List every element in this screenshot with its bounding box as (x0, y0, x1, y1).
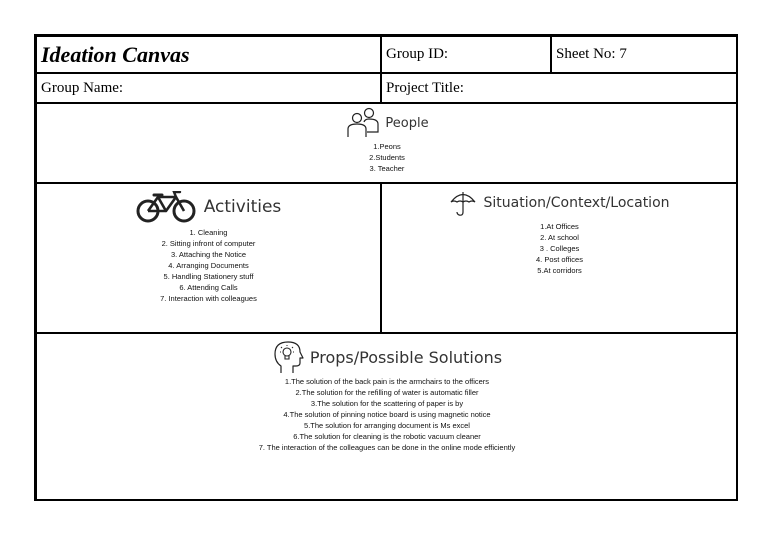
list-item: 6. Attending Calls (179, 283, 238, 292)
props-section (36, 333, 738, 501)
props-title: Props/Possible Solutions (309, 347, 503, 367)
bicycle-icon (136, 191, 198, 223)
people-header (37, 107, 737, 139)
list-item: 6.The solution for cleaning is the robotic vacuum cleaner (293, 432, 481, 441)
activities-title: Activities (203, 197, 282, 217)
people-list (37, 141, 737, 174)
list-item: 1.Peons (373, 142, 401, 151)
list-item: 4. Arranging Documents (168, 261, 249, 270)
sheet-number-field (551, 36, 738, 73)
list-item: 2. Sitting infront of computer (161, 239, 256, 248)
group-name-field (36, 73, 381, 103)
list-item: 2.Students (369, 153, 405, 162)
people-icon (345, 107, 379, 139)
list-item: 1.At Offices (540, 222, 579, 231)
list-item: 3.The solution for the scattering of paper is by (310, 399, 464, 408)
situation-list (382, 221, 737, 276)
list-item: 5.At corridors (537, 266, 582, 275)
people-section (36, 103, 738, 183)
canvas-title (36, 36, 381, 73)
list-item: 3 . Colleges (539, 244, 580, 253)
list-item: 5.The solution for arranging document is Ms excel (304, 421, 470, 430)
canvas-title-text: Ideation Canvas (41, 41, 190, 67)
list-item: 3. Teacher (369, 164, 405, 173)
list-item: 3. Attaching the Notice (170, 250, 247, 259)
sheet-number-label: Sheet No: 7 (556, 46, 627, 62)
situation-title: Situation/Context/Location (483, 195, 670, 211)
people-title: People (385, 115, 429, 131)
ideation-canvas (34, 34, 738, 501)
list-item: 4.The solution of pinning notice board is using magnetic notice (283, 410, 491, 419)
group-id-label: Group ID: (386, 46, 449, 62)
group-id-field (381, 36, 551, 73)
situation-section (381, 183, 738, 333)
project-title-label: Project Title: (386, 79, 464, 96)
activities-header (37, 191, 380, 223)
props-list (37, 376, 737, 453)
list-item: 1. Cleaning (189, 228, 228, 237)
list-item: 2. At school (540, 233, 579, 242)
list-item: 1.The solution of the back pain is the armchairs to the officers (284, 377, 490, 386)
project-title-field (381, 73, 738, 103)
list-item: 4. Post offices (536, 255, 583, 264)
activities-list (37, 227, 380, 304)
props-header (37, 339, 737, 375)
list-item: 2.The solution for the refilling of water is automatic filler (295, 388, 479, 397)
lightbulb-head-icon (272, 339, 304, 375)
list-item: 7. The interaction of the colleagues can be done in the online mode efficiently (258, 443, 516, 452)
list-item: 7. Interaction with colleagues (160, 294, 257, 303)
activities-section (36, 183, 381, 333)
umbrella-icon (449, 189, 477, 217)
situation-header (382, 189, 737, 217)
list-item: 5. Handling Stationery stuff (163, 272, 254, 281)
group-name-label: Group Name: (41, 79, 124, 96)
